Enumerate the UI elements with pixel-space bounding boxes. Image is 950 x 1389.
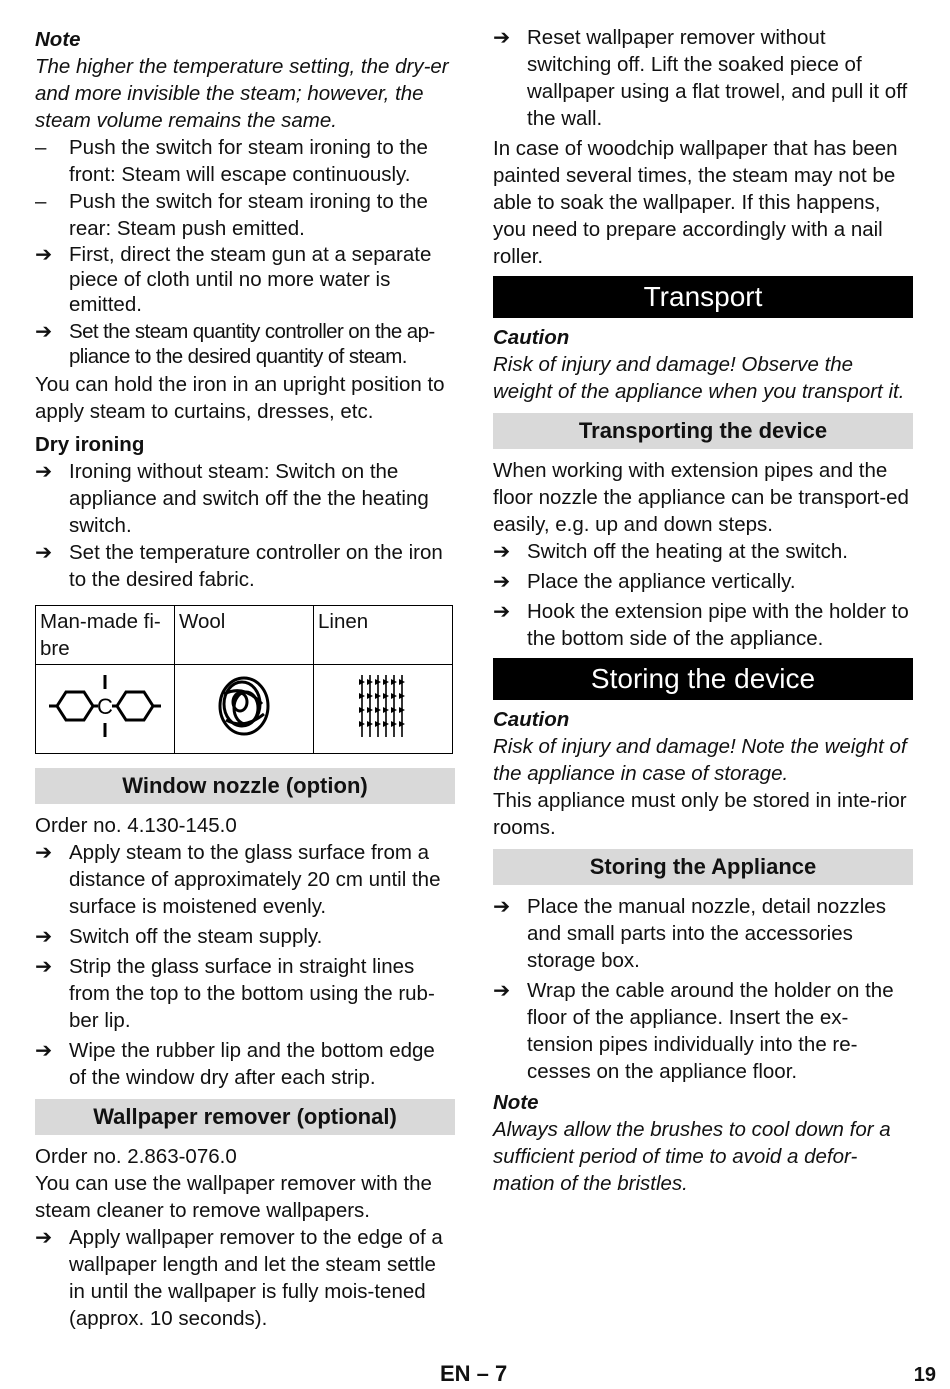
note-text: Always allow the brushes to cool down for a sufficient period of time to avoid a defor-mation of the bristles. (493, 1118, 891, 1195)
list-item-text: Apply wallpaper remover to the edge of a wallpaper length and let the steam settle in until the wallpaper is fully mois-tened (approx. 10 seconds). (69, 1226, 443, 1330)
note-heading: Note (35, 28, 81, 51)
man-made-fibre-icon (36, 665, 175, 754)
list-item (35, 188, 455, 242)
table-header-row (36, 606, 453, 665)
table-symbol-row (36, 665, 453, 754)
list-item (35, 319, 455, 369)
list-item (35, 953, 455, 1034)
window-order-number: Order no. 4.130-145.0 (35, 814, 237, 837)
wallpaper-text: You can use the wallpaper remover with the steam cleaner to remove wallpapers. (35, 1172, 432, 1222)
list-item (493, 977, 913, 1085)
arrow-icon: ➔ (35, 460, 53, 483)
list-item-text: Set the steam quantity controller on the ap-pliance to the desired quantity of steam. (69, 320, 435, 368)
list-item-text: Wipe the rubber lip and the bottom edge of the window dry after each strip. (69, 1039, 435, 1089)
storing-appliance-heading: Storing the Appliance (493, 849, 913, 885)
arrow-icon: ➔ (35, 320, 52, 343)
list-item (493, 893, 913, 974)
list-item (35, 1037, 455, 1091)
list-item-text: First, direct the steam gun at a separate piece of cloth until no more water is emitted. (69, 243, 432, 316)
arrow-icon: ➔ (493, 570, 511, 593)
list-item (35, 539, 455, 593)
transporting-device-heading: Transporting the device (493, 413, 913, 449)
list-item (35, 923, 455, 950)
table-header-cell: Linen (314, 606, 453, 665)
list-item-text: Wrap the cable around the holder on the floor of the appliance. Insert the ex-tension pipes individually into the re-cesses on the appliance floor. (527, 979, 894, 1083)
list-item-text: Ironing without steam: Switch on the appliance and switch off the the heating switch. (69, 460, 429, 537)
arrow-icon: ➔ (493, 540, 511, 563)
linen-icon (314, 665, 453, 754)
list-item (493, 598, 913, 652)
table-header-cell: Man-made fi-bre (36, 606, 175, 665)
arrow-icon: ➔ (35, 1226, 53, 1249)
dash-marker: – (35, 136, 47, 159)
storing-text: This appliance must only be stored in inte-rior rooms. (493, 789, 907, 839)
page-footer-label: EN – 7 (440, 1361, 508, 1386)
dry-ironing-heading: Dry ironing (35, 433, 145, 456)
list-item-text: Set the temperature controller on the iron to the desired fabric. (69, 541, 443, 591)
list-item-text: Apply steam to the glass surface from a distance of approximately 20 cm until the surface is moistened evenly. (69, 841, 441, 918)
wallpaper-order-number: Order no. 2.863-076.0 (35, 1145, 237, 1168)
arrow-icon: ➔ (493, 979, 511, 1002)
list-item (493, 538, 913, 565)
list-item (493, 568, 913, 595)
caution-text: Risk of injury and damage! Note the weight of the appliance in case of storage. (493, 735, 907, 785)
list-item (493, 24, 913, 132)
transport-heading: Transport (493, 276, 913, 318)
list-item-text: Switch off the steam supply. (69, 925, 323, 948)
arrow-icon: ➔ (35, 541, 53, 564)
list-item (35, 839, 455, 920)
list-item-text: Place the manual nozzle, detail nozzles and small parts into the accessories storage box. (527, 895, 886, 972)
list-item (35, 134, 455, 188)
caution-text: Risk of injury and damage! Observe the weight of the appliance when you transport it. (493, 353, 905, 403)
note-text: The higher the temperature setting, the dry-er and more invisible the steam; however, the steam volume remains the same. (35, 55, 449, 132)
svg-text:C: C (97, 693, 113, 719)
fabric-table (35, 605, 453, 754)
list-item (35, 242, 455, 317)
arrow-icon: ➔ (35, 955, 53, 978)
list-item-text: Hook the extension pipe with the holder to the bottom side of the appliance. (527, 600, 909, 650)
arrow-icon: ➔ (493, 895, 511, 918)
table-header-cell: Wool (175, 606, 314, 665)
caution-heading: Caution (493, 708, 570, 731)
woodchip-text: In case of woodchip wallpaper that has been painted several times, the steam may not be able to soak the wallpaper. If this happens, you need to prepare accordingly with a nail roller. (493, 137, 898, 268)
list-item (35, 458, 455, 539)
note-heading: Note (493, 1091, 539, 1114)
caution-heading: Caution (493, 326, 570, 349)
list-item-text: Push the switch for steam ironing to the front: Steam will escape continuously. (69, 136, 428, 186)
wool-icon (175, 665, 314, 754)
page-number: 19 (913, 1364, 936, 1386)
arrow-icon: ➔ (35, 841, 53, 864)
right-column (493, 24, 913, 1197)
list-item-text: Place the appliance vertically. (527, 570, 796, 593)
dash-marker: – (35, 190, 47, 213)
window-nozzle-heading: Window nozzle (option) (35, 768, 455, 804)
arrow-icon: ➔ (35, 925, 53, 948)
left-column (35, 24, 455, 1332)
list-item-text: Reset wallpaper remover without switching off. Lift the soaked piece of wallpaper using a flat trowel, and pull it off the wall. (527, 26, 908, 130)
list-item-text: Push the switch for steam ironing to the rear: Steam push emitted. (69, 190, 428, 240)
list-item-text: Strip the glass surface in straight lines from the top to the bottom using the rub-ber lip. (69, 955, 435, 1032)
list-item-text: Switch off the heating at the switch. (527, 540, 848, 563)
upright-text: You can hold the iron in an upright position to apply steam to curtains, dresses, etc. (35, 373, 445, 423)
transporting-text: When working with extension pipes and the floor nozzle the appliance can be transport-ed easily, e.g. up and down steps. (493, 459, 909, 536)
wallpaper-remover-heading: Wallpaper remover (optional) (35, 1099, 455, 1135)
arrow-icon: ➔ (493, 600, 511, 623)
arrow-icon: ➔ (35, 243, 53, 266)
arrow-icon: ➔ (35, 1039, 53, 1062)
storing-device-heading: Storing the device (493, 658, 913, 700)
arrow-icon: ➔ (493, 26, 511, 49)
list-item (35, 1224, 455, 1332)
